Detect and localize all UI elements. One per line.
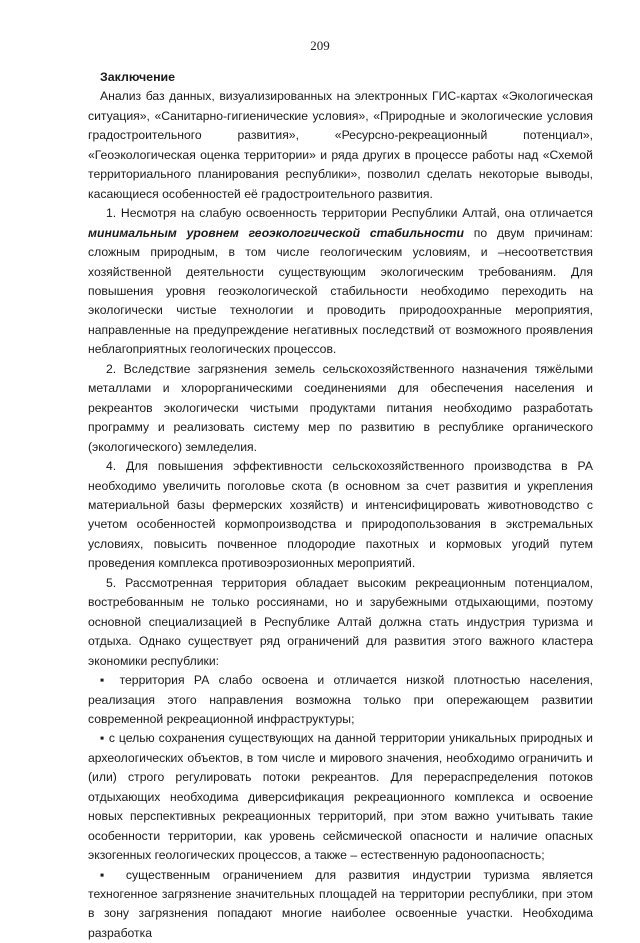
- conclusion-point-5: 5. Рассмотренная территория обладает высоким рекреационным потенциалом, востребованным не только россиянами, но и зарубежными отдыхающими, поэтому основной специализацией в Республике Алтай должна стать индустрия туризма и отдыха. Однако существует ряд ограничений для развития этого важного кластера экономики республики:: [88, 575, 593, 668]
- conclusion-point-4: 4. Для повышения эффективности сельскохозяйственного производства в РА необходимо увеличить поголовье скота (в основном за счет развития и укрепления материальной базы фермерских хозяйств) и интенсифицировать животноводство с учетом особенностей кормопроизводства и природопользования в экстремальных условиях, повысить почвенное плодородие пахотных и кормовых угодий путем проведения комплекса противоэрозионных мероприятий.: [88, 459, 593, 571]
- conclusion-point-2: 2. Вследствие загрязнения земель сельскохозяйственного назначения тяжёлыми металлами и хлорорганическими соединениями для обеспечения населения и рекреантов экологически чистыми продуктами питания необходимо разработать программу и реализовать систему мер по развитию в республике органического (экологического) земледелия.: [88, 361, 593, 454]
- point-1-text-before: 1. Несмотря на слабую освоенность территории Республики Алтай, она отличается: [106, 206, 593, 221]
- point-1-text-after: по двум причинам: сложным природным, в том числе геологическим условиям, и –несоответствия хозяйственной деятельности существующим экологическим требованиям. Для повышения уровня геоэкологической стабильности необходимо переходить на экологически чистые технологии и проводить природоохранные мероприятия, направленные на предупреждение негативных последствий от возможного проявления неблагоприятных геологических процессов.: [88, 225, 594, 357]
- conclusion-point-1: [88, 204, 593, 360]
- list-item: ▪ территория РА слабо освоена и отличается низкой плотностью населения, реализация этого направления возможна только при опережающем развитии современной рекреационной инфраструктуры;: [88, 673, 593, 726]
- intro-paragraph: Анализ баз данных, визуализированных на электронных ГИС-картах «Экологическая ситуация», «Санитарно-гигиенические условия», «Природные и экологические условия градостроительного развития», «Ресурсно-рекреационный потенциал», «Геоэкологическая оценка территории» и ряда других в процессе работы над «Схемой территориального планирования республики», позволил сделать некоторые выводы, касающиеся особенностей её градостроительного развития.: [88, 89, 593, 201]
- list-item: ▪ с целью сохранения существующих на данной территории уникальных природных и археологических объектов, в том числе и мирового значения, необходимо ограничить и (или) строго регулировать потоки рекреантов. Для перераспределения потоков отдыхающих необходима диверсификация рекреационного комплекса и освоение новых перспективных рекреационных территорий, при этом важно учитывать такие особенности территории, как уровень сейсмической опасности и наличие опасных экзогенных геологических процессов, а также – естественную радоноопасность;: [88, 731, 593, 863]
- section-heading: Заключение: [100, 70, 176, 84]
- list-item: ▪ существенным ограничением для развития индустрии туризма является техногенное загрязнение значительных площадей на территории республики, при этом в зону загрязнения попадают многие наиболее освоенные участки. Необходима разработка: [88, 867, 593, 940]
- page-number: 209: [310, 38, 330, 53]
- point-1-emphasis: минимальным уровнем геоэкологической стабильности: [88, 225, 464, 240]
- document-body: [88, 68, 593, 943]
